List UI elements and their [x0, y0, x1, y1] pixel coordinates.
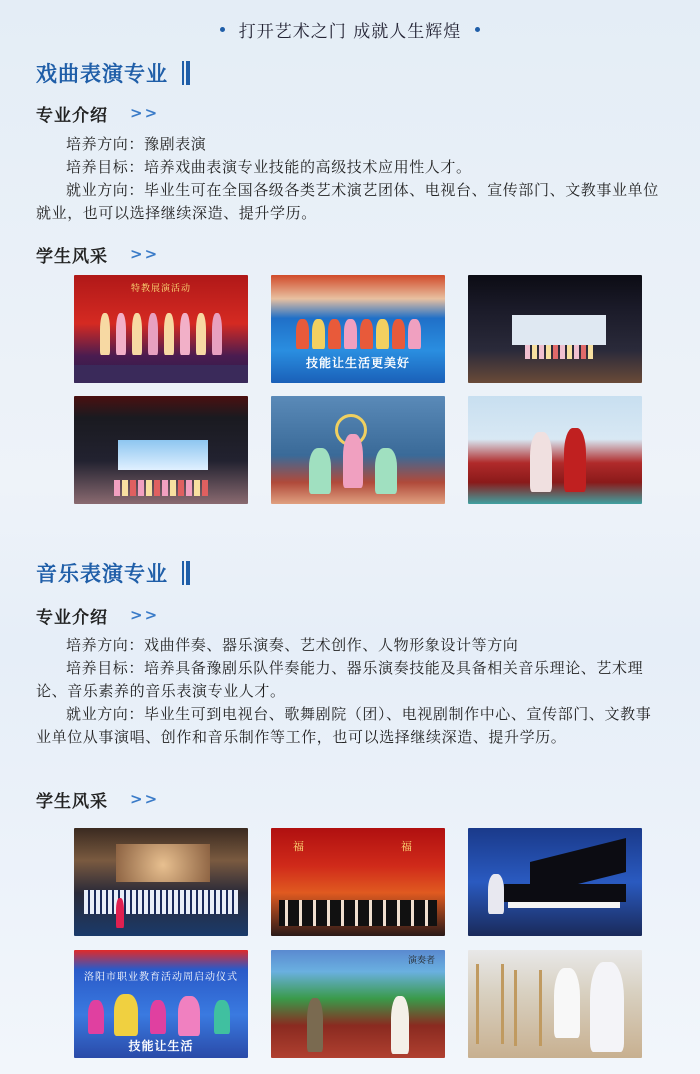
school-stage-photo[interactable] [74, 396, 248, 504]
gallery-heading-text: 学生风采 [36, 246, 108, 267]
stage-performance-photo[interactable] [74, 275, 248, 383]
intro-text-music [36, 634, 664, 749]
dance-show-photo[interactable] [74, 950, 248, 1058]
stage-banner-text-right: 福 [401, 840, 412, 853]
section-title-opera [36, 58, 190, 88]
training-direction: 培养方向：豫剧表演 [66, 135, 207, 153]
double-chevron-icon: >> [130, 606, 160, 624]
training-goal: 培养目标：培养戏曲表演专业技能的高级技术应用性人才。 [66, 158, 472, 176]
orchestra-photo[interactable] [271, 828, 445, 936]
training-goal: 培养目标：培养具备豫剧乐队伴奏能力、器乐演奏技能及具备相关音乐理论、艺术理论、音乐素养的音乐表演专业人才。 [36, 659, 644, 700]
title-bar-icon [182, 561, 190, 585]
stage-banner-text: 特教展演活动 [130, 284, 191, 294]
intro-text-opera [36, 133, 664, 225]
gallery-heading-music [36, 786, 159, 812]
opera-group-photo[interactable] [271, 275, 445, 383]
stage-banner-text: 福 [293, 840, 304, 853]
sketching-class-photo[interactable] [468, 950, 642, 1058]
photo-caption: 技能让生活更美好 [305, 356, 410, 370]
intro-heading-music [36, 602, 159, 628]
section-title-music [36, 558, 190, 588]
section-title-text: 音乐表演专业 [36, 562, 168, 586]
stage-banner-text: 洛阳市职业教育活动周启动仪式 [84, 972, 238, 983]
gallery-heading-text: 学生风采 [36, 791, 108, 812]
double-chevron-icon: >> [130, 245, 160, 263]
page-banner [0, 14, 700, 44]
intro-heading-text: 专业介绍 [36, 105, 108, 126]
banner-dot-right [475, 27, 480, 32]
choir-photo[interactable] [74, 828, 248, 936]
stage-wide-photo[interactable] [468, 275, 642, 383]
singers-photo[interactable] [271, 950, 445, 1058]
section-title-text: 戏曲表演专业 [36, 62, 168, 86]
gallery-heading-opera [36, 241, 159, 267]
employment-direction: 就业方向：毕业生可在全国各级各类艺术演艺团体、电视台、宣传部门、文教事业单位就业，也可以选择继续深造、提升学历。 [36, 181, 659, 222]
double-chevron-icon: >> [130, 790, 160, 808]
photo-caption: 技能让生活 [128, 1039, 194, 1053]
banner-dot-left [220, 27, 225, 32]
intro-heading-text: 专业介绍 [36, 607, 108, 628]
double-chevron-icon: >> [130, 104, 160, 122]
employment-direction: 就业方向：毕业生可到电视台、歌舞剧院（团）、电视剧制作中心、宣传部门、文教事业单位从事演唱、创作和音乐制作等工作，也可以选择继续深造、提升学历。 [36, 705, 652, 746]
training-direction: 培养方向：戏曲伴奏、器乐演奏、艺术创作、人物形象设计等方向 [66, 636, 519, 654]
title-bar-icon [182, 61, 190, 85]
opera-duet-photo[interactable] [271, 396, 445, 504]
opera-pair-photo[interactable] [468, 396, 642, 504]
intro-heading-opera [36, 100, 159, 126]
banner-title: 打开艺术之门 成就人生辉煌 [238, 21, 462, 42]
piano-photo[interactable] [468, 828, 642, 936]
stage-banner-text: 演奏者 [407, 956, 435, 966]
